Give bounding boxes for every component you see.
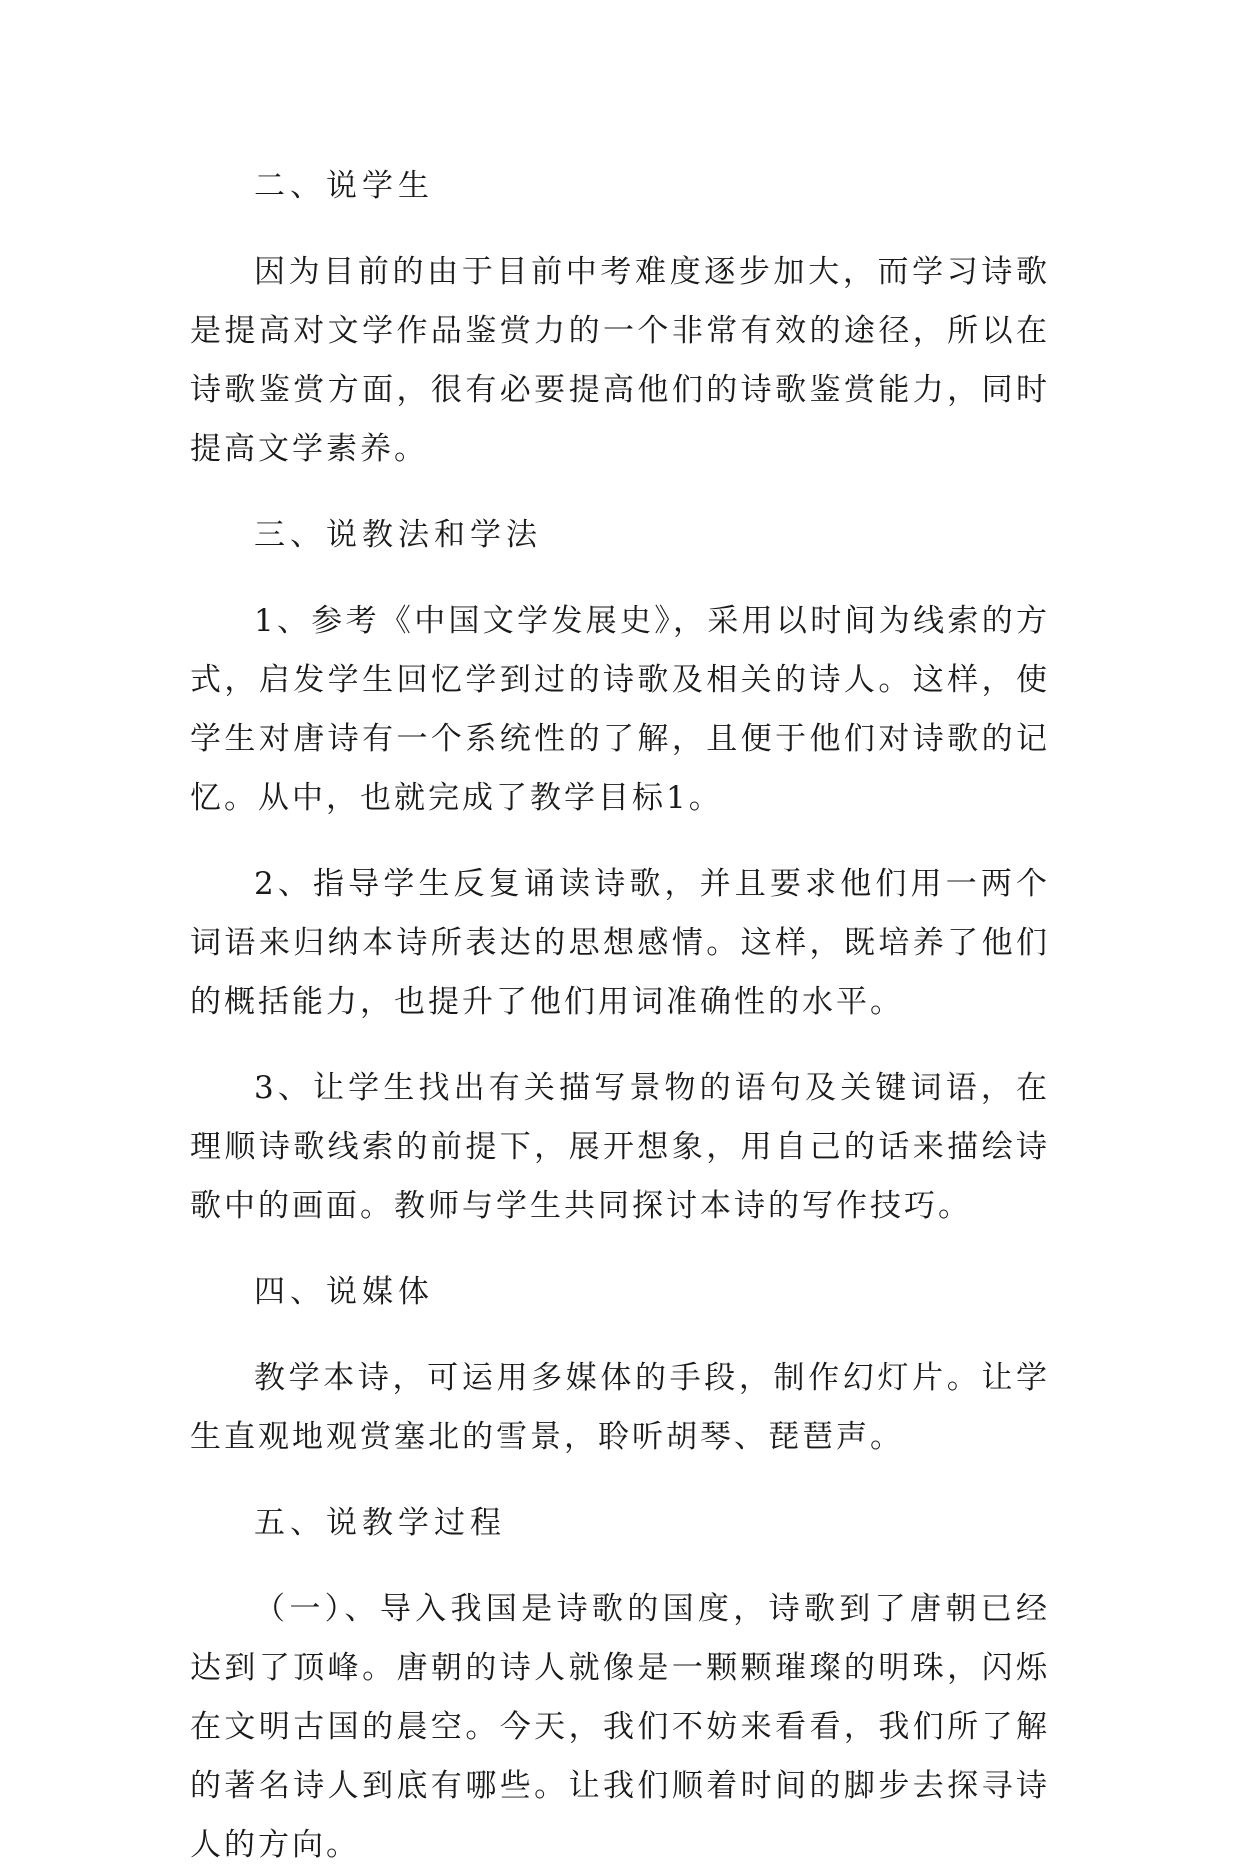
- paragraph-media: 教学本诗，可运用多媒体的手段，制作幻灯片。让学生直观地观赏塞北的雪景，聆听胡琴、琵琶声。: [190, 1360, 1050, 1455]
- paragraph-students: 因为目前的由于目前中考难度逐步加大，而学习诗歌是提高对文学作品鉴赏力的一个非常有效的途径，所以在诗歌鉴赏方面，很有必要提高他们的诗歌鉴赏能力，同时提高文学素养。: [190, 254, 1050, 467]
- document-body: [190, 157, 1050, 1875]
- section-heading-process: 五、说教学过程: [254, 1505, 506, 1541]
- section-heading-students: 二、说学生: [254, 168, 434, 204]
- section-heading-methods: 三、说教法和学法: [254, 517, 542, 553]
- paragraph-method-1: 1、参考《中国文学发展史》，采用以时间为线索的方式，启发学生回忆学到过的诗歌及相关的诗人。这样，使学生对唐诗有一个系统性的了解，且便于他们对诗歌的记忆。从中，也就完成了教学目标1。: [190, 603, 1050, 816]
- paragraph-process-intro: （一）、导入我国是诗歌的国度，诗歌到了唐朝已经达到了顶峰。唐朝的诗人就像是一颗颗璀璨的明珠，闪烁在文明古国的晨空。今天，我们不妨来看看，我们所了解的著名诗人到底有哪些。让我们顺着时间的脚步去探寻诗人的方向。: [190, 1591, 1050, 1863]
- section-heading-media: 四、说媒体: [254, 1274, 434, 1310]
- paragraph-method-2: 2、指导学生反复诵读诗歌，并且要求他们用一两个词语来归纳本诗所表达的思想感情。这样，既培养了他们的概括能力，也提升了他们用词准确性的水平。: [190, 866, 1050, 1020]
- paragraph-method-3: 3、让学生找出有关描写景物的语句及关键词语，在理顺诗歌线索的前提下，展开想象，用自己的话来描绘诗歌中的画面。教师与学生共同探讨本诗的写作技巧。: [190, 1070, 1050, 1224]
